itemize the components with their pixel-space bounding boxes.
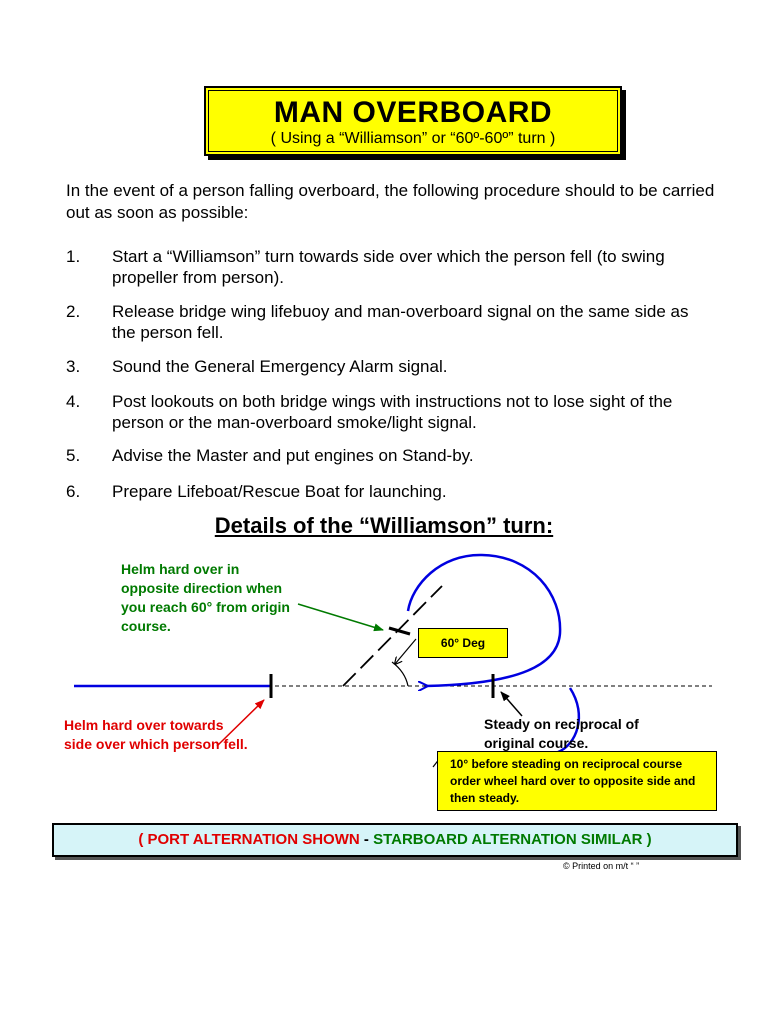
starboard-alternation-text: STARBOARD ALTERNATION SIMILAR )	[373, 831, 652, 848]
step-text: Sound the General Emergency Alarm signal.	[112, 357, 448, 376]
green-pointer-arrow	[298, 604, 383, 630]
step-number: 4.	[66, 392, 81, 411]
helm-towards-note: Helm hard over towards side over which person fell.	[64, 717, 248, 752]
page-subtitle: ( Using a “Williamson” or “60º-60º” turn )	[270, 130, 556, 147]
steady-reciprocal-note: Steady on reciprocal of original course.	[484, 716, 639, 751]
steady-pointer-arrow	[501, 692, 522, 716]
step-number: 6.	[66, 482, 81, 501]
step-number: 5.	[66, 446, 81, 465]
step-text: Start a “Williamson” turn towards side over which the person fell (to swing propeller from person).	[112, 247, 665, 287]
sixty-degree-label: 60° Deg	[418, 628, 508, 658]
port-alternation-text: ( PORT ALTERNATION SHOWN	[138, 831, 360, 848]
step-text: Post lookouts on both bridge wings with instructions not to lose sight of the person or the man-overboard smoke/light signal.	[112, 392, 673, 432]
turn-loop	[408, 555, 560, 686]
deg-pointer-arrow	[395, 639, 416, 664]
step-text: Prepare Lifeboat/Rescue Boat for launching.	[112, 482, 447, 501]
angle-arc	[392, 662, 408, 686]
page-title: MAN OVERBOARD	[273, 96, 553, 129]
step-number: 1.	[66, 247, 81, 266]
helm-opposite-note: Helm hard over in opposite direction when you reach 60° from origin course.	[121, 561, 290, 634]
alternation-banner	[52, 823, 738, 857]
intro-text: In the event of a person falling overboard, the following procedure should to be carried out as soon as possible:	[66, 181, 715, 222]
step-number: 2.	[66, 302, 81, 321]
details-heading: Details of the “Williamson” turn:	[214, 513, 554, 538]
ten-degree-label: 10° before steading on reciprocal course order wheel hard over to opposite side and then steady.	[437, 751, 717, 811]
step-text: Advise the Master and put engines on Stand-by.	[112, 446, 474, 465]
banner-separator: -	[359, 831, 374, 848]
step-text: Release bridge wing lifebuoy and man-overboard signal on the same side as the person fell.	[112, 302, 689, 342]
printed-footer: © Printed on m/t “ ”	[563, 861, 640, 871]
step-number: 3.	[66, 357, 81, 376]
